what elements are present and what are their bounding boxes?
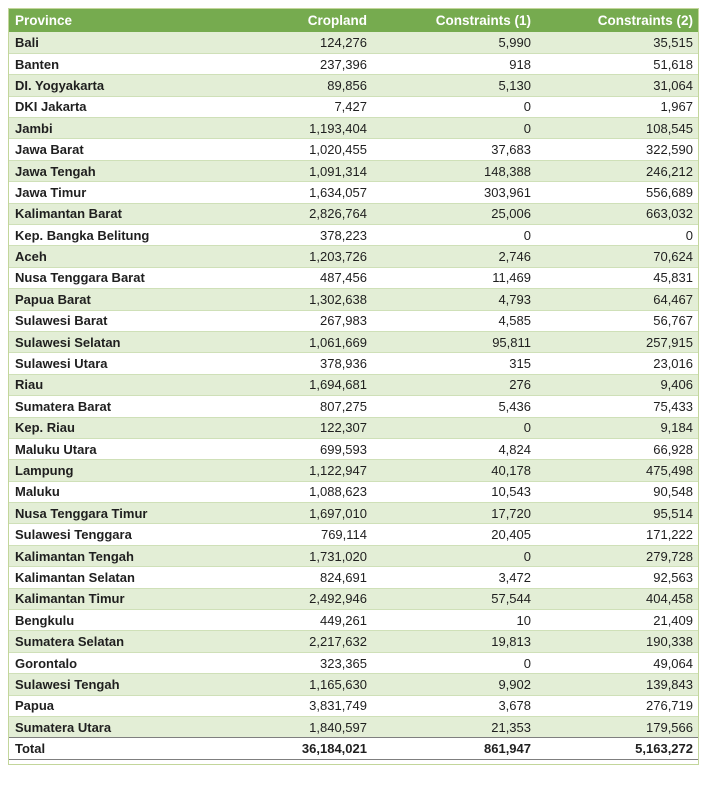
constraints-1-cell: 37,683 <box>372 139 536 160</box>
constraints-1-cell: 148,388 <box>372 160 536 181</box>
constraints-2-cell: 190,338 <box>536 631 698 652</box>
cropland-cell: 124,276 <box>245 32 372 53</box>
table-row <box>9 289 698 310</box>
table-row <box>9 503 698 524</box>
province-cell: Sulawesi Utara <box>9 353 245 374</box>
constraints-2-cell: 35,515 <box>536 32 698 53</box>
province-cell: Sulawesi Tenggara <box>9 524 245 545</box>
constraints-1-cell: 2,746 <box>372 246 536 267</box>
province-cell: Bali <box>9 32 245 53</box>
table-row <box>9 182 698 203</box>
cropland-cell: 1,088,623 <box>245 481 372 502</box>
cropland-cell: 1,840,597 <box>245 717 372 738</box>
table-row <box>9 717 698 738</box>
constraints-2-cell: 92,563 <box>536 567 698 588</box>
constraints-1-cell: 5,130 <box>372 75 536 96</box>
table-body <box>9 32 698 738</box>
constraints-2-cell: 108,545 <box>536 118 698 139</box>
table-row <box>9 417 698 438</box>
constraints-2-cell: 556,689 <box>536 182 698 203</box>
table-row <box>9 374 698 395</box>
cropland-cell: 1,697,010 <box>245 503 372 524</box>
constraints-2-cell: 49,064 <box>536 652 698 673</box>
constraints-2-cell: 663,032 <box>536 203 698 224</box>
constraints-2-cell: 66,928 <box>536 438 698 459</box>
constraints-1-cell: 10 <box>372 610 536 631</box>
constraints-1-cell: 17,720 <box>372 503 536 524</box>
cropland-cell: 1,731,020 <box>245 545 372 566</box>
constraints-1-cell: 20,405 <box>372 524 536 545</box>
constraints-2-cell: 90,548 <box>536 481 698 502</box>
constraints-2-cell: 1,967 <box>536 96 698 117</box>
province-cell: Jawa Timur <box>9 182 245 203</box>
table-row <box>9 225 698 246</box>
province-cell: Jambi <box>9 118 245 139</box>
cropland-cell: 122,307 <box>245 417 372 438</box>
column-header-province: Province <box>9 9 245 32</box>
table-row <box>9 460 698 481</box>
constraints-2-cell: 246,212 <box>536 160 698 181</box>
constraints-1-cell: 4,824 <box>372 438 536 459</box>
cropland-cell: 769,114 <box>245 524 372 545</box>
constraints-1-cell: 4,793 <box>372 289 536 310</box>
constraints-2-cell: 139,843 <box>536 674 698 695</box>
constraints-1-cell: 276 <box>372 374 536 395</box>
province-cell: Nusa Tenggara Barat <box>9 267 245 288</box>
cropland-cell: 378,223 <box>245 225 372 246</box>
province-cell: Sumatera Selatan <box>9 631 245 652</box>
province-cell: Kep. Bangka Belitung <box>9 225 245 246</box>
cropland-cell: 2,826,764 <box>245 203 372 224</box>
cropland-cell: 487,456 <box>245 267 372 288</box>
province-cell: Maluku Utara <box>9 438 245 459</box>
province-cell: Kalimantan Timur <box>9 588 245 609</box>
constraints-2-cell: 9,184 <box>536 417 698 438</box>
cropland-cell: 1,193,404 <box>245 118 372 139</box>
constraints-1-cell: 918 <box>372 53 536 74</box>
constraints-2-cell: 75,433 <box>536 396 698 417</box>
constraints-2-cell: 95,514 <box>536 503 698 524</box>
province-cell: Jawa Tengah <box>9 160 245 181</box>
province-cell: Sulawesi Selatan <box>9 331 245 352</box>
table-row <box>9 267 698 288</box>
constraints-1-cell: 0 <box>372 652 536 673</box>
table-row <box>9 32 698 53</box>
constraints-1-cell: 11,469 <box>372 267 536 288</box>
constraints-2-cell: 179,566 <box>536 717 698 738</box>
province-cell: Papua Barat <box>9 289 245 310</box>
constraints-2-cell: 64,467 <box>536 289 698 310</box>
cropland-cell: 1,165,630 <box>245 674 372 695</box>
province-cell: Bengkulu <box>9 610 245 631</box>
constraints-1-cell: 0 <box>372 118 536 139</box>
constraints-1-cell: 3,472 <box>372 567 536 588</box>
table-row <box>9 118 698 139</box>
province-cell: Nusa Tenggara Timur <box>9 503 245 524</box>
province-cell: Aceh <box>9 246 245 267</box>
table-row <box>9 652 698 673</box>
cropland-cell: 1,694,681 <box>245 374 372 395</box>
cropland-cell: 1,061,669 <box>245 331 372 352</box>
province-cell: Banten <box>9 53 245 74</box>
table-row <box>9 674 698 695</box>
constraints-2-cell: 56,767 <box>536 310 698 331</box>
header-row <box>9 9 698 32</box>
table-row <box>9 545 698 566</box>
constraints-1-cell: 0 <box>372 545 536 566</box>
province-cell: Gorontalo <box>9 652 245 673</box>
table-row <box>9 481 698 502</box>
constraints-1-cell: 303,961 <box>372 182 536 203</box>
constraints-2-cell: 322,590 <box>536 139 698 160</box>
constraints-1-cell: 95,811 <box>372 331 536 352</box>
constraints-1-cell: 315 <box>372 353 536 374</box>
table-row <box>9 96 698 117</box>
province-cell: Sulawesi Barat <box>9 310 245 331</box>
table-row <box>9 310 698 331</box>
province-cell: Maluku <box>9 481 245 502</box>
constraints-1-cell: 0 <box>372 225 536 246</box>
cropland-cell: 89,856 <box>245 75 372 96</box>
constraints-2-cell: 70,624 <box>536 246 698 267</box>
province-constraints-table-container <box>8 8 699 765</box>
province-cell: Papua <box>9 695 245 716</box>
constraints-2-cell: 0 <box>536 225 698 246</box>
constraints-2-cell: 257,915 <box>536 331 698 352</box>
cropland-cell: 7,427 <box>245 96 372 117</box>
cropland-cell: 807,275 <box>245 396 372 417</box>
column-header-cropland: Cropland <box>245 9 372 32</box>
province-cell: Kalimantan Tengah <box>9 545 245 566</box>
province-cell: Lampung <box>9 460 245 481</box>
total-constraints-1: 861,947 <box>372 738 536 760</box>
constraints-2-cell: 21,409 <box>536 610 698 631</box>
cropland-cell: 1,020,455 <box>245 139 372 160</box>
table-row <box>9 75 698 96</box>
constraints-1-cell: 4,585 <box>372 310 536 331</box>
constraints-2-cell: 171,222 <box>536 524 698 545</box>
table-row <box>9 695 698 716</box>
total-cropland: 36,184,021 <box>245 738 372 760</box>
table-header <box>9 9 698 32</box>
cropland-cell: 449,261 <box>245 610 372 631</box>
table-row <box>9 567 698 588</box>
cropland-cell: 2,492,946 <box>245 588 372 609</box>
constraints-1-cell: 0 <box>372 96 536 117</box>
table-row <box>9 396 698 417</box>
cropland-cell: 824,691 <box>245 567 372 588</box>
cropland-cell: 699,593 <box>245 438 372 459</box>
province-cell: Riau <box>9 374 245 395</box>
cropland-cell: 3,831,749 <box>245 695 372 716</box>
table-row <box>9 331 698 352</box>
column-header-constraints-2: Constraints (2) <box>536 9 698 32</box>
cropland-cell: 378,936 <box>245 353 372 374</box>
column-header-constraints-1: Constraints (1) <box>372 9 536 32</box>
total-label: Total <box>9 738 245 760</box>
table-row <box>9 139 698 160</box>
constraints-1-cell: 57,544 <box>372 588 536 609</box>
table-row <box>9 438 698 459</box>
constraints-1-cell: 40,178 <box>372 460 536 481</box>
table-row <box>9 524 698 545</box>
constraints-2-cell: 45,831 <box>536 267 698 288</box>
constraints-2-cell: 9,406 <box>536 374 698 395</box>
cropland-cell: 2,217,632 <box>245 631 372 652</box>
constraints-2-cell: 404,458 <box>536 588 698 609</box>
constraints-1-cell: 5,990 <box>372 32 536 53</box>
constraints-2-cell: 23,016 <box>536 353 698 374</box>
constraints-1-cell: 21,353 <box>372 717 536 738</box>
province-cell: Kep. Riau <box>9 417 245 438</box>
table-row <box>9 53 698 74</box>
constraints-1-cell: 5,436 <box>372 396 536 417</box>
constraints-2-cell: 51,618 <box>536 53 698 74</box>
table-row <box>9 610 698 631</box>
table-row <box>9 631 698 652</box>
constraints-1-cell: 25,006 <box>372 203 536 224</box>
province-cell: Sumatera Barat <box>9 396 245 417</box>
constraints-2-cell: 279,728 <box>536 545 698 566</box>
province-cell: Jawa Barat <box>9 139 245 160</box>
table-row <box>9 203 698 224</box>
constraints-1-cell: 9,902 <box>372 674 536 695</box>
province-cell: DI. Yogyakarta <box>9 75 245 96</box>
table-row <box>9 246 698 267</box>
cropland-cell: 237,396 <box>245 53 372 74</box>
constraints-1-cell: 3,678 <box>372 695 536 716</box>
cropland-cell: 323,365 <box>245 652 372 673</box>
province-constraints-table <box>9 9 698 760</box>
constraints-2-cell: 475,498 <box>536 460 698 481</box>
cropland-cell: 1,634,057 <box>245 182 372 203</box>
constraints-2-cell: 31,064 <box>536 75 698 96</box>
province-cell: Kalimantan Selatan <box>9 567 245 588</box>
province-cell: Sulawesi Tengah <box>9 674 245 695</box>
table-footer <box>9 738 698 760</box>
constraints-1-cell: 10,543 <box>372 481 536 502</box>
table-row <box>9 588 698 609</box>
table-row <box>9 160 698 181</box>
province-cell: DKI Jakarta <box>9 96 245 117</box>
cropland-cell: 267,983 <box>245 310 372 331</box>
cropland-cell: 1,203,726 <box>245 246 372 267</box>
province-cell: Sumatera Utara <box>9 717 245 738</box>
cropland-cell: 1,302,638 <box>245 289 372 310</box>
total-row <box>9 738 698 760</box>
constraints-2-cell: 276,719 <box>536 695 698 716</box>
constraints-1-cell: 0 <box>372 417 536 438</box>
table-row <box>9 353 698 374</box>
constraints-1-cell: 19,813 <box>372 631 536 652</box>
province-cell: Kalimantan Barat <box>9 203 245 224</box>
cropland-cell: 1,122,947 <box>245 460 372 481</box>
total-constraints-2: 5,163,272 <box>536 738 698 760</box>
cropland-cell: 1,091,314 <box>245 160 372 181</box>
